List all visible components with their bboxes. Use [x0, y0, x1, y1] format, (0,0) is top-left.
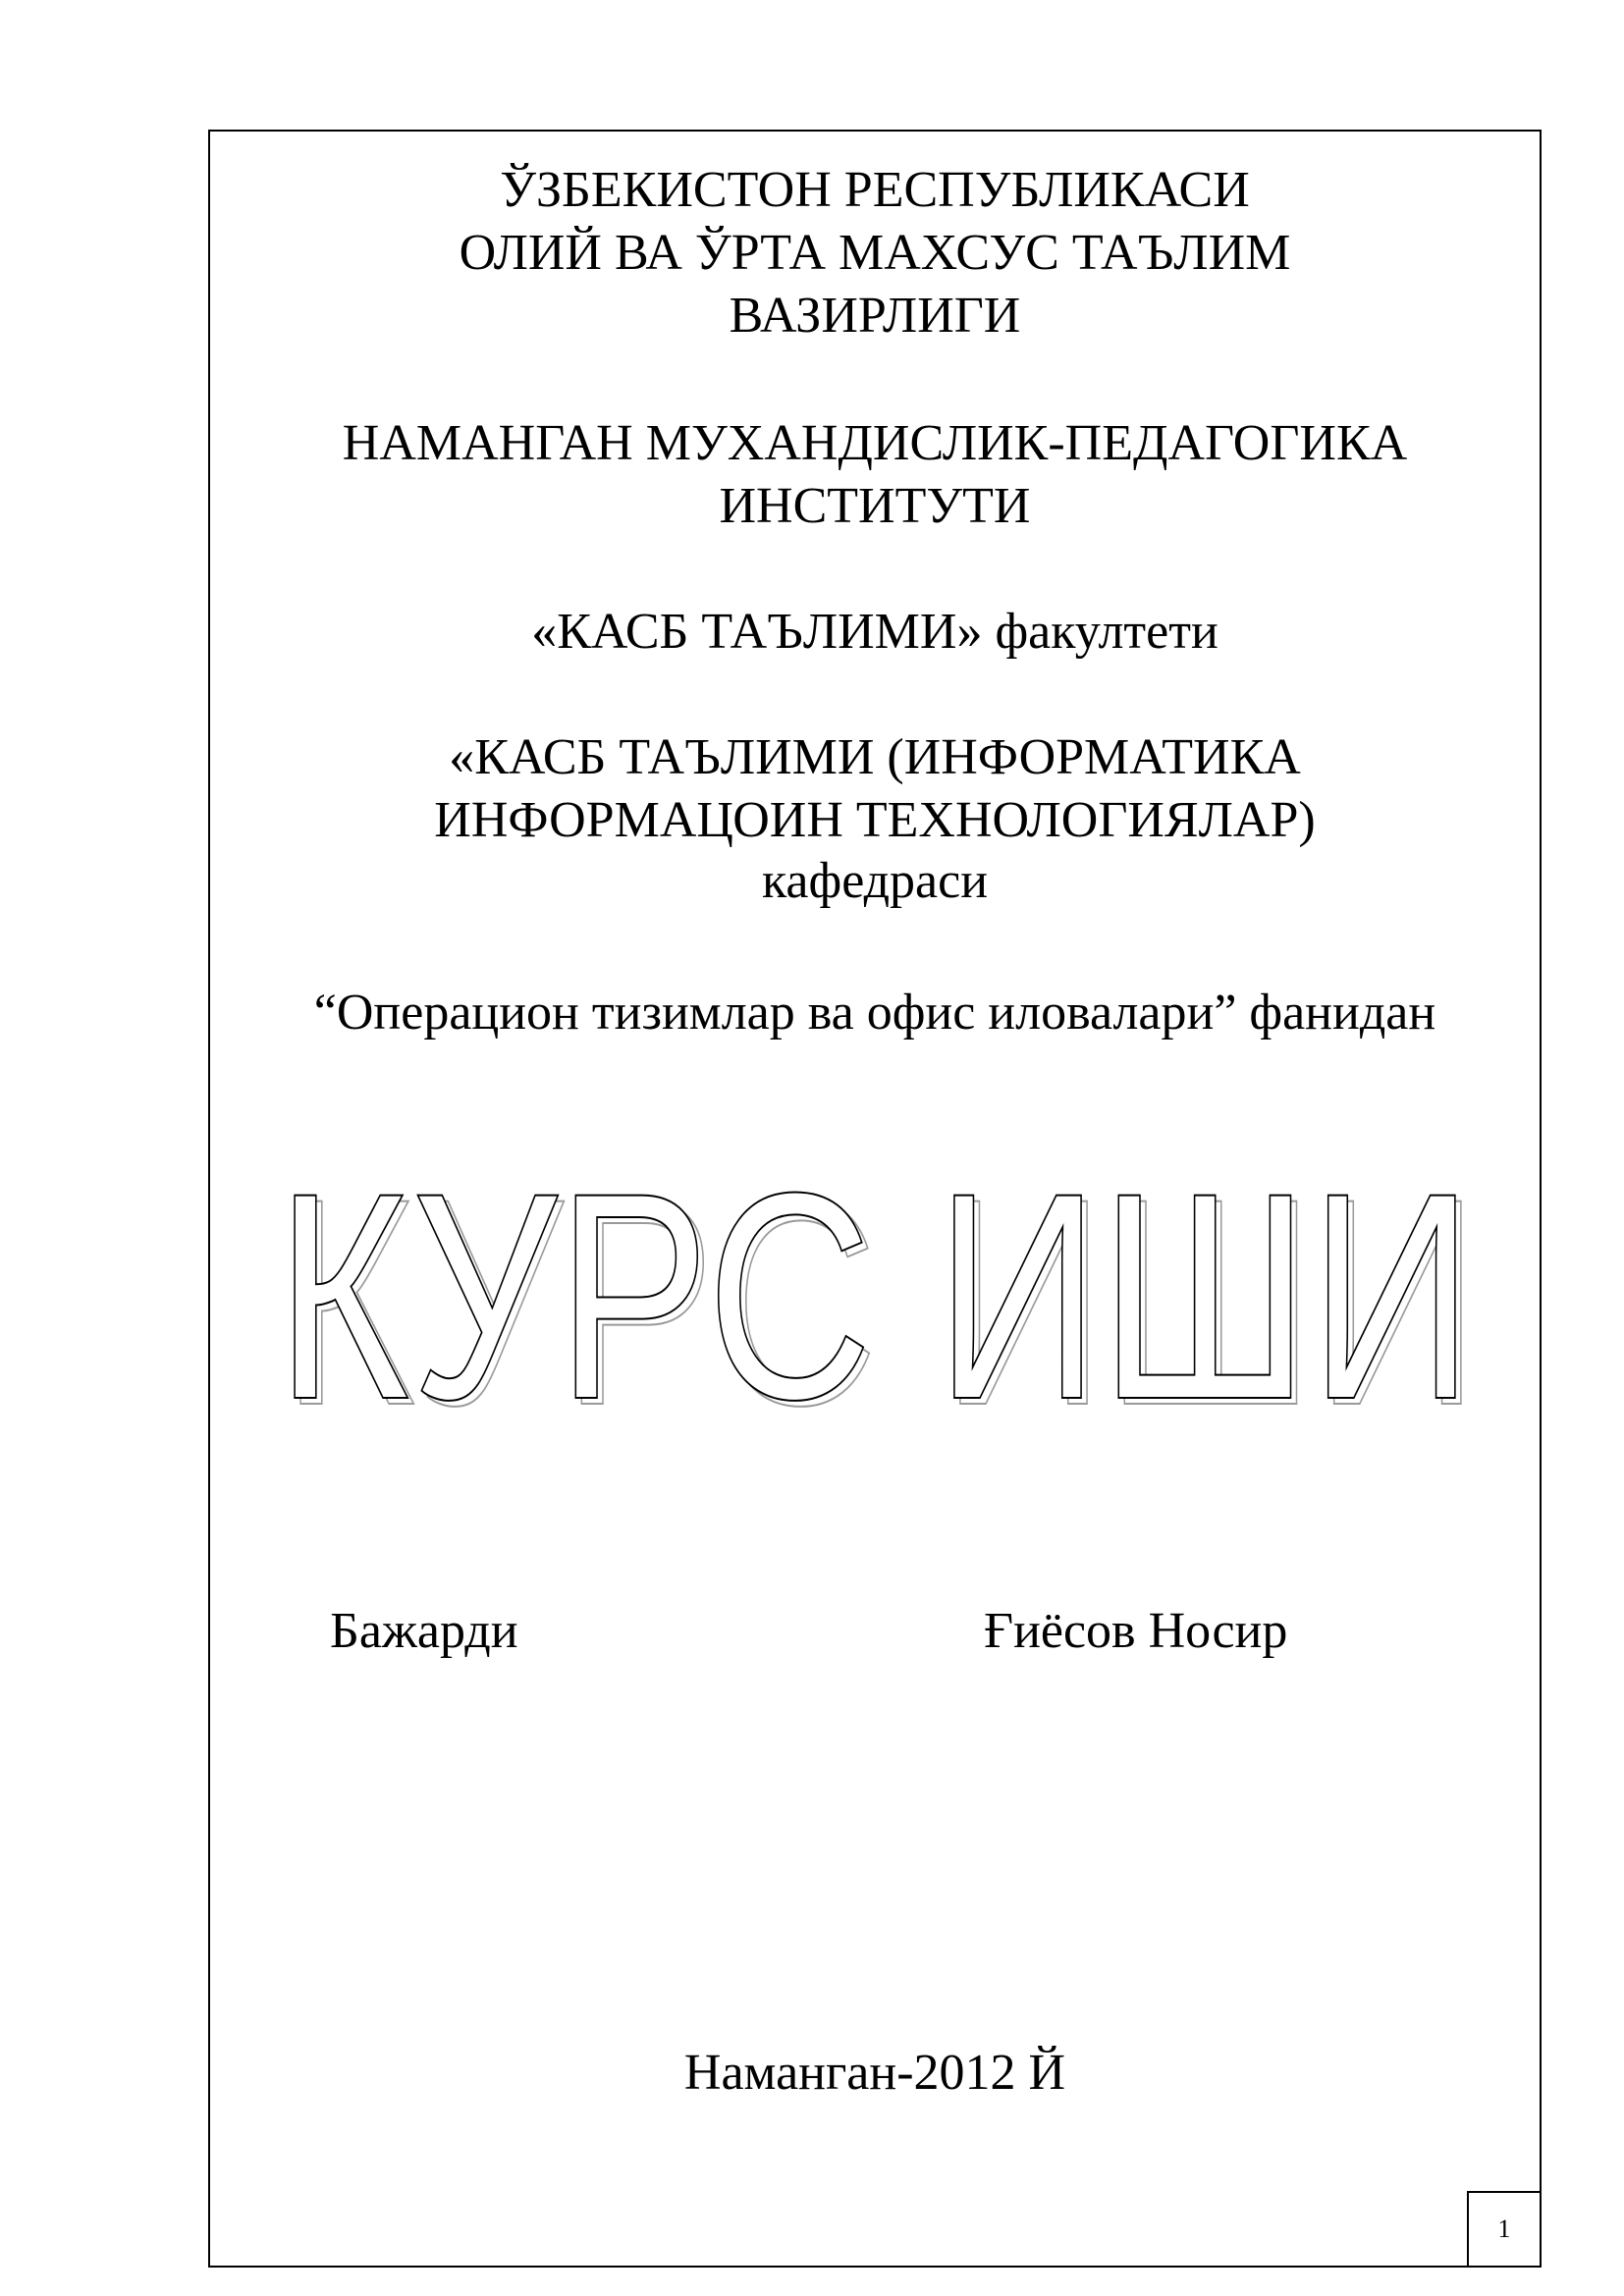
institute-line-2: ИНСТИТУТИ — [719, 478, 1031, 534]
institute-line-1: НАМАНГАН МУХАНДИСЛИК-ПЕДАГОГИКА — [342, 415, 1408, 471]
ministry-line-2: ОЛИЙ ВА ЎРТА МАХСУС ТАЪЛИМ — [459, 225, 1291, 281]
faculty-line: «КАСБ ТАЪЛИМИ» факултети — [531, 604, 1218, 660]
performed-by-label: Бажарди — [330, 1603, 518, 1659]
department-heading — [208, 726, 1542, 911]
title-shadow: КУРС ИШИ — [282, 1139, 1480, 1433]
institute-heading — [208, 412, 1542, 538]
department-line-1: «КАСБ ТАЪЛИМИ (ИНФОРМАТИКА — [449, 729, 1301, 785]
department-line-3: кафедраси — [761, 853, 989, 909]
department-line-2: ИНФОРМАЦОИН ТЕХНОЛОГИЯЛАР) — [434, 792, 1316, 848]
title-outline: КУРС ИШИ — [276, 1139, 1474, 1433]
subject-line — [208, 982, 1542, 1044]
ministry-line-1: ЎЗБЕКИСТОН РЕСПУБЛИКАСИ — [500, 162, 1250, 218]
subject-text: “Операцион тизимлар ва офис иловалари” фанидан — [313, 985, 1436, 1041]
document-title — [208, 1139, 1542, 1433]
ministry-line-3: ВАЗИРЛИГИ — [729, 288, 1021, 344]
page-number: 1 — [1467, 2191, 1542, 2268]
city-year: Наманган-2012 Й — [683, 2045, 1066, 2101]
faculty-heading — [208, 601, 1542, 664]
ministry-heading — [208, 159, 1542, 347]
performer-name: Ғиёсов Носир — [984, 1603, 1288, 1659]
